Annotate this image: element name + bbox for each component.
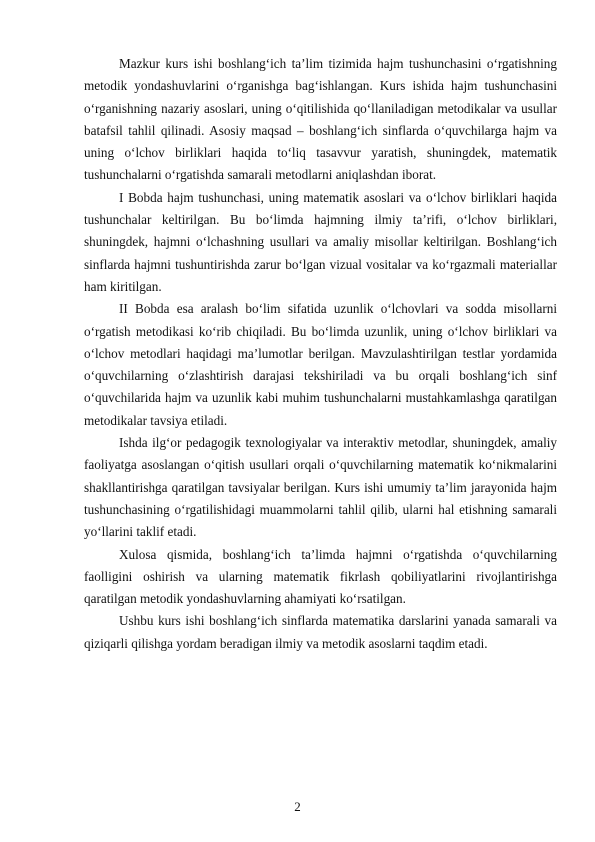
page-number: 2 [294, 799, 301, 814]
paragraph-intro: Mazkur kurs ishi boshlang‘ich ta’lim tizimida hajm tushunchasini o‘rgatishning metodik yondashuvlarini o‘rganishga bag‘ishlangan. Kurs ishida hajm tushunchasini o‘rganishning nazariy asoslari, uning o‘qitilishida qo‘llaniladigan metodikalar va usullar batafsil tahlil qilinadi. Asosiy maqsad – boshlang‘ich sinflarda o‘quvchilarga hajm va uning o‘lchov birliklari haqida to‘liq tasavvur yaratish, shuningdek, matematik tushunchalarni o‘rgatishda samarali metodlarni aniqlashdan iborat. [84, 56, 557, 183]
paragraph-chapter-two: II Bobda esa aralash bo‘lim sifatida uzunlik o‘lchovlari va sodda misollarni o‘rgatish metodikasi ko‘rib chiqiladi. Bu bo‘limda uzunlik, uning o‘lchov birliklari va o‘lchov metodlari haqidagi ma’lumotlar berilgan. Mavzulashtirilgan testlar yordamida o‘quvchilarning o‘zlashtirish darajasi tekshiriladi va bu orqali boshlang‘ich sinf o‘quvchilarida hajm va uzunlik kabi muhim tushunchalarni mustahkamlashga qaratilgan metodikalar tavsiya etiladi. [84, 301, 557, 428]
paragraph-conclusion: Xulosa qismida, boshlang‘ich ta’limda hajmni o‘rgatishda o‘quvchilarning faolligini oshirish va ularning matematik fikrlash qobiliyatlarini rivojlantirishga qaratilgan metodik yondashuvlarning ahamiyati ko‘rsatilgan. [84, 546, 557, 607]
paragraph-methods: Ishda ilg‘or pedagogik texnologiyalar va interaktiv metodlar, shuningdek, amaliy faoliyatga asoslangan o‘qitish usullari orqali o‘quvchilarning matematik ko‘nikmalarini shakllantirishga qaratilgan tavsiyalar berilgan. Kurs ishi umumiy ta’lim jarayonida hajm tushunchasining o‘rgatilishidagi muammolarni tahlil qilib, ularni hal etishning samarali yo‘llarini taklif etadi. [84, 435, 557, 540]
document-page [84, 53, 557, 655]
paragraph-summary: Ushbu kurs ishi boshlang‘ich sinflarda matematika darslarini yanada samarali va qiziqarli qilishga yordam beradigan ilmiy va metodik asoslarni taqdim etadi. [84, 613, 557, 651]
paragraph-chapter-one: I Bobda hajm tushunchasi, uning matematik asoslari va o‘lchov birliklari haqida tushunchalar keltirilgan. Bu bo‘limda hajmning ilmiy ta’rifi, o‘lchov birliklari, shuningdek, hajmni o‘lchashning usullari va amaliy misollar keltirilgan. Boshlang‘ich sinflarda hajmni tushuntirishda zarur bo‘lgan vizual vositalar va ko‘rgazmali materiallar ham kiritilgan. [84, 189, 557, 294]
